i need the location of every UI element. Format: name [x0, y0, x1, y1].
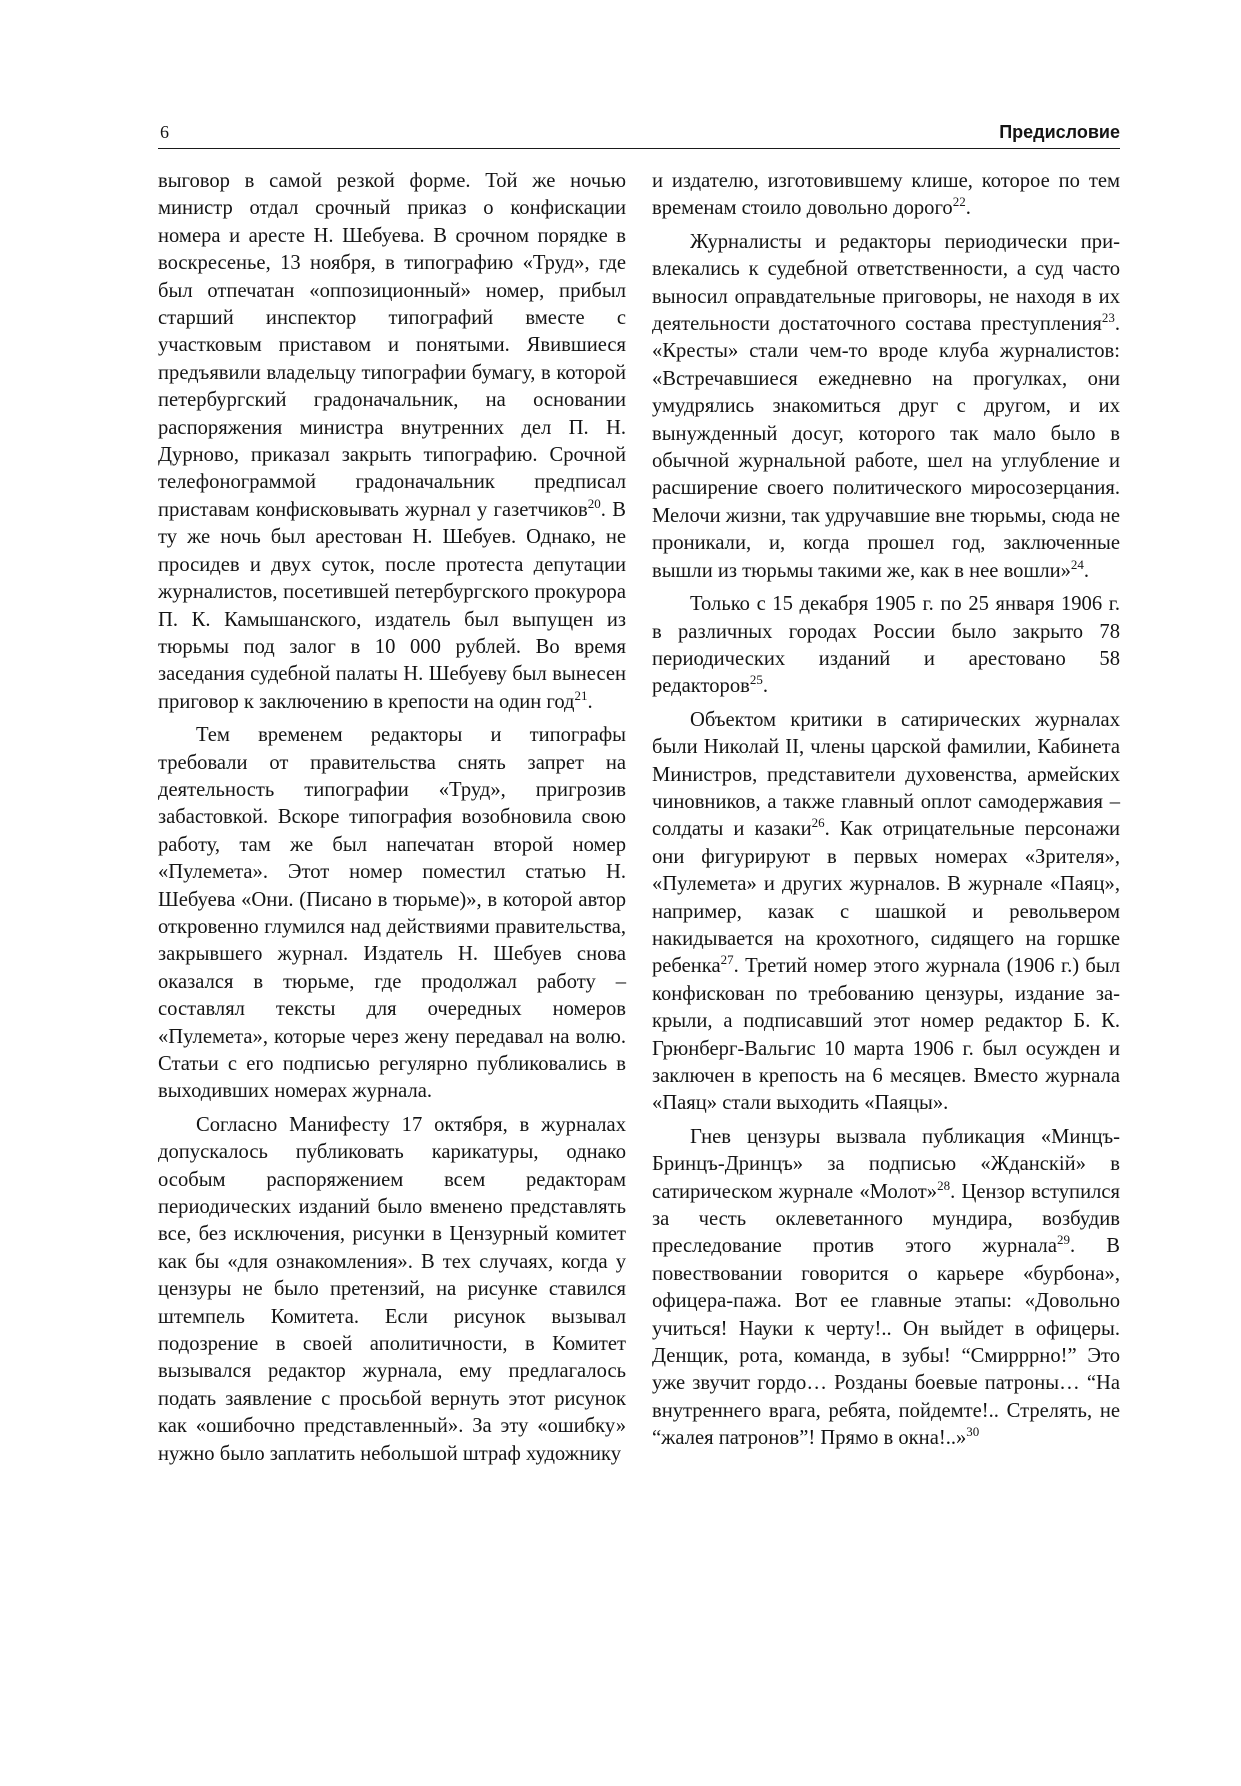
- footnote-ref: 24: [1070, 556, 1084, 572]
- footnote-ref: 23: [1101, 310, 1115, 326]
- footnote-ref: 30: [966, 1424, 980, 1440]
- paragraph: Тем временем редакторы и типографы требовали от правительства снять запрет на деятельность типографии «Труд», пригрозив забастовкой. Вскоре типография возобновила свою работу, там же был напечатан второй номер «Пулемета». Этот номер поместил статью Н. Шебуева «Они. (Писано в тюрьме)», в которой автор откровенно глумился над действиями правительства, закрывшего журнал. Издатель Н. Шебуев снова оказался в тюрьме, где продолжал работу – составлял тексты для очередных номеров «Пулемета», которые через жену передавал на волю. Статьи с его подписью регулярно публиковались в выходивших номерах журнала.: [158, 724, 626, 1103]
- left-column: [158, 168, 626, 1474]
- running-title: Предисловие: [999, 122, 1120, 142]
- paragraph: Гнев цензуры вызвала публикация «Минцъ-Бринцъ-Дринцъ» за подписью «Жданскiй» в сатирическом журнале «Молот»$^{28}$. Цензор вступился за честь оклеветанного мундира, возбудив преследование против этого журнала$^{29}$. В повествовании говорится о карьере «бурбона», офицера-пажа. Вот ее главные этапы: «Довольно учиться! Науки к черту!.. Он выйдет в офицеры. Денщик, рота, команда, в зубы! “Смирррно!” Это уже звучит гордо… Розданы боевые патроны… “На внутреннего врага, ребята, пойдемте!.. Стрелять, не “жалея патронов”! Прямо в окна!..»$^{30}$: [652, 1125, 1120, 1450]
- paragraph: Журналисты и редакторы периодически привлекались к судебной ответственности, а суд часто выносил оправдательные приговоры, не находя в их деятельности достаточного состава преступления$^{23}$. «Кресты» стали чем-то вроде клуба журналистов: «Встречавшиеся ежедневно на прогулках, они умудрялись знакомиться друг с другом, и их вынужденный досуг, которого так мало было в обычной журнальной работе, шел на углубление и расширение своего политического миросозерцания. Мелочи жизни, так удручавшие вне тюрьмы, сюда не проникали, и, когда прошел год, заключенные вышли из тюрьмы такими же, как в нее вошли»$^{24}$.: [652, 230, 1120, 582]
- paragraph: Согласно Манифесту 17 октября, в журналах допускалось публиковать карикатуры, однако особым распоряжением всем редакторам периодических изданий было вменено представлять все, без исключения, рисунки в Цензурный комитет как бы «для ознакомления». В тех случаях, когда у цензуры не было претензий, на рисунке ставился штемпель Комитета. Если рисунок вызывал подозрение в своей аполитичности, в Комитет вызывался редактор журнала, ему предлагалось подать заявление с просьбой вернуть этот рисунок как «ошибочно представленный». За эту «ошибку» нужно было заплатить небольшой штраф художнику: [158, 1113, 626, 1465]
- paragraph: и издателю, изготовившему клише, которое по тем временам стоило довольно дорого$^{22}$.: [652, 170, 1120, 220]
- footnote-ref: 28: [937, 1177, 951, 1193]
- paragraph: выговор в самой резкой форме. Той же ночью министр отдал срочный приказ о конфискации номера и аресте Н. Шебуева. В срочном порядке в воскресенье, 13 ноября, в типографию «Труд», где был отпечатан «оппозиционный» номер, прибыл старший инспектор типографий вместе с участковым приставом и понятыми. Явившиеся предъявили владельцу типографии бумагу, в которой петербургский градоначальник, на основании распоряжения министра внутренних дел П. Н. Дурново, приказал закрыть типографию. Срочной телефонограммой градоначальник предписал приставам конфисковывать журнал у газетчиков$^{20}$. В ту же ночь был арестован Н. Шебуев. Однако, не просидев и двух суток, после протеста депутации журналистов, посетившей петербургского прокурора П. К. Камышанского, издатель был выпущен из тюрьмы под залог в 10 000 рублей. Во время заседания судебной палаты Н. Шебуеву был вынесен приговор к заключению в крепости на один год$^{21}$.: [158, 170, 626, 713]
- paragraph: Только с 15 декабря 1905 г. по 25 января 1906 г. в различных городах России было закрыто 78 периодических изданий и арестовано 58 редакторов$^{25}$.: [652, 593, 1120, 698]
- page-header: [158, 118, 1120, 149]
- footnote-ref: 27: [720, 952, 734, 968]
- right-column: [652, 168, 1120, 1459]
- page-number: 6: [160, 122, 169, 142]
- footnote-ref: 21: [574, 687, 588, 703]
- footnote-ref: 25: [749, 672, 763, 688]
- footnote-ref: 29: [1056, 1232, 1070, 1248]
- footnote-ref: 22: [952, 194, 966, 210]
- paragraph: Объектом критики в сатирических журналах были Николай II, члены царской фамилии, Кабинета Министров, представители духовенства, армейских чиновников, а также главный оплот самодержавия – солдаты и казаки$^{26}$. Как отрицательные персонажи они фигурируют в первых номерах «Зрителя», «Пулемета» и других журналов. В журнале «Паяц», например, казак с шашкой и револьвером накидывается на крохотного, сидящего на горшке ребенка$^{27}$. Третий номер этого журнала (1906 г.) был конфискован по требованию цензуры, издание закрыли, а подписавший этот номер редактор Б. К. Грюнберг-Вальгис 10 марта 1906 г. был осужден и заключен в крепость на 6 месяцев. Вместо журнала «Паяц» стали выходить «Паяцы».: [652, 708, 1120, 1115]
- footnote-ref: 26: [811, 815, 825, 831]
- footnote-ref: 20: [587, 496, 601, 512]
